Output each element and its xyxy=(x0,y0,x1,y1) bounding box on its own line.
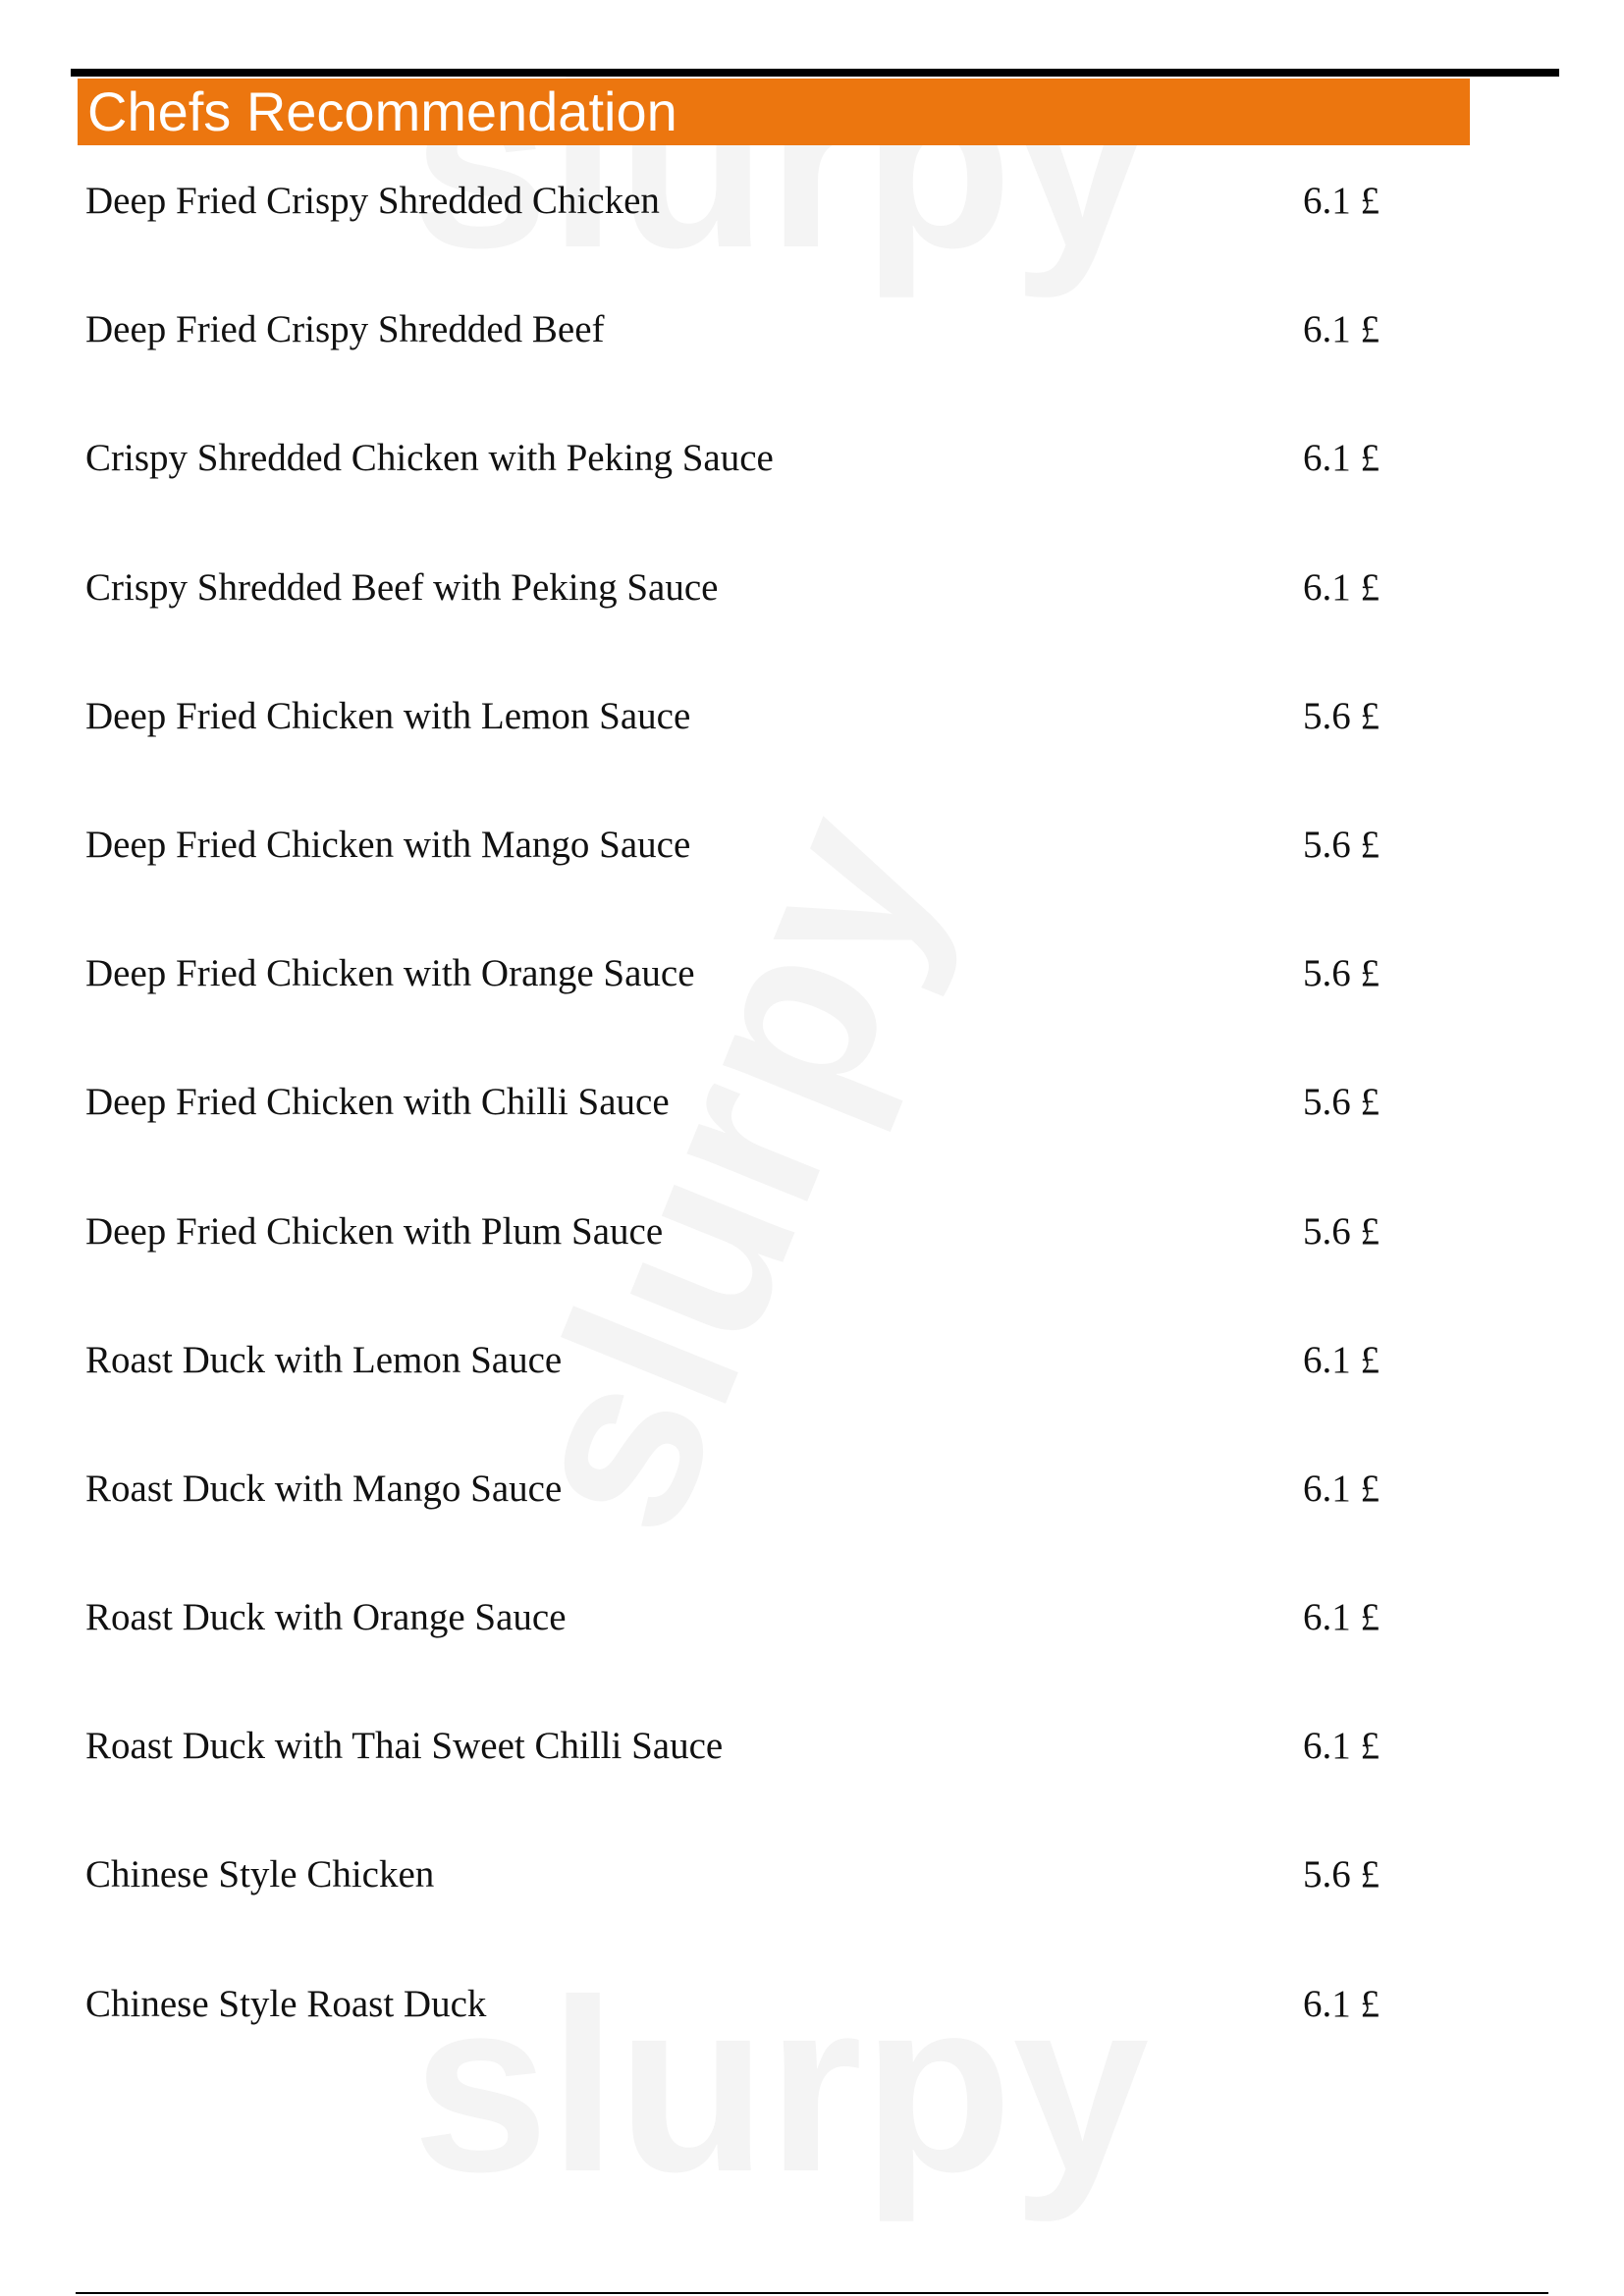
section-title: Chefs Recommendation xyxy=(87,80,677,142)
menu-item-price: 6.1 £ xyxy=(1303,437,1380,480)
menu-item-price: 6.1 £ xyxy=(1303,180,1380,222)
menu-item-price: 5.6 £ xyxy=(1303,1853,1380,1896)
menu-item-name: Deep Fried Chicken with Lemon Sauce xyxy=(85,694,691,737)
menu-item-price: 6.1 £ xyxy=(1303,1982,1380,2025)
top-divider xyxy=(71,69,1559,77)
menu-item xyxy=(0,1072,1624,1201)
menu-item-price: 6.1 £ xyxy=(1303,308,1380,351)
menu-item-name: Chinese Style Chicken xyxy=(85,1853,435,1896)
menu-item xyxy=(0,1974,1624,2103)
menu-item-name: Roast Duck with Thai Sweet Chilli Sauce xyxy=(85,1725,724,1768)
menu-item-price: 5.6 £ xyxy=(1303,952,1380,995)
menu-item-name: Deep Fried Chicken with Mango Sauce xyxy=(85,823,691,866)
menu-item-price: 6.1 £ xyxy=(1303,1338,1380,1381)
menu-item-name: Crispy Shredded Chicken with Peking Sauce xyxy=(85,437,774,480)
menu-item-price: 5.6 £ xyxy=(1303,1209,1380,1253)
section-header xyxy=(78,79,1470,145)
menu-item-name: Deep Fried Chicken with Chilli Sauce xyxy=(85,1081,670,1124)
menu-item-price: 5.6 £ xyxy=(1303,1081,1380,1124)
menu-item-name: Roast Duck with Mango Sauce xyxy=(85,1467,563,1510)
menu-item-name: Chinese Style Roast Duck xyxy=(85,1982,487,2025)
menu-item xyxy=(0,171,1624,299)
menu-item xyxy=(0,943,1624,1072)
menu-item-name: Crispy Shredded Beef with Peking Sauce xyxy=(85,565,719,609)
menu-item-name: Deep Fried Chicken with Orange Sauce xyxy=(85,952,695,995)
menu-item xyxy=(0,299,1624,428)
menu-item-name: Deep Fried Chicken with Plum Sauce xyxy=(85,1209,664,1253)
menu-item xyxy=(0,1459,1624,1587)
bottom-divider xyxy=(76,2292,1548,2294)
menu-item xyxy=(0,558,1624,686)
menu-list xyxy=(0,171,1624,2103)
menu-item xyxy=(0,428,1624,557)
menu-item xyxy=(0,1844,1624,1973)
menu-item-name: Roast Duck with Lemon Sauce xyxy=(85,1338,563,1381)
menu-item-price: 6.1 £ xyxy=(1303,1596,1380,1639)
menu-item xyxy=(0,815,1624,943)
menu-item-name: Roast Duck with Orange Sauce xyxy=(85,1596,567,1639)
menu-item-price: 6.1 £ xyxy=(1303,1467,1380,1510)
menu-item-price: 5.6 £ xyxy=(1303,823,1380,866)
menu-item xyxy=(0,1330,1624,1459)
menu-item-price: 5.6 £ xyxy=(1303,694,1380,737)
menu-item xyxy=(0,1716,1624,1844)
menu-item-name: Deep Fried Crispy Shredded Chicken xyxy=(85,180,660,222)
menu-item-price: 6.1 £ xyxy=(1303,565,1380,609)
menu-item xyxy=(0,686,1624,815)
menu-item-price: 6.1 £ xyxy=(1303,1725,1380,1768)
menu-item-name: Deep Fried Crispy Shredded Beef xyxy=(85,308,605,351)
menu-item xyxy=(0,1201,1624,1330)
menu-item xyxy=(0,1587,1624,1716)
